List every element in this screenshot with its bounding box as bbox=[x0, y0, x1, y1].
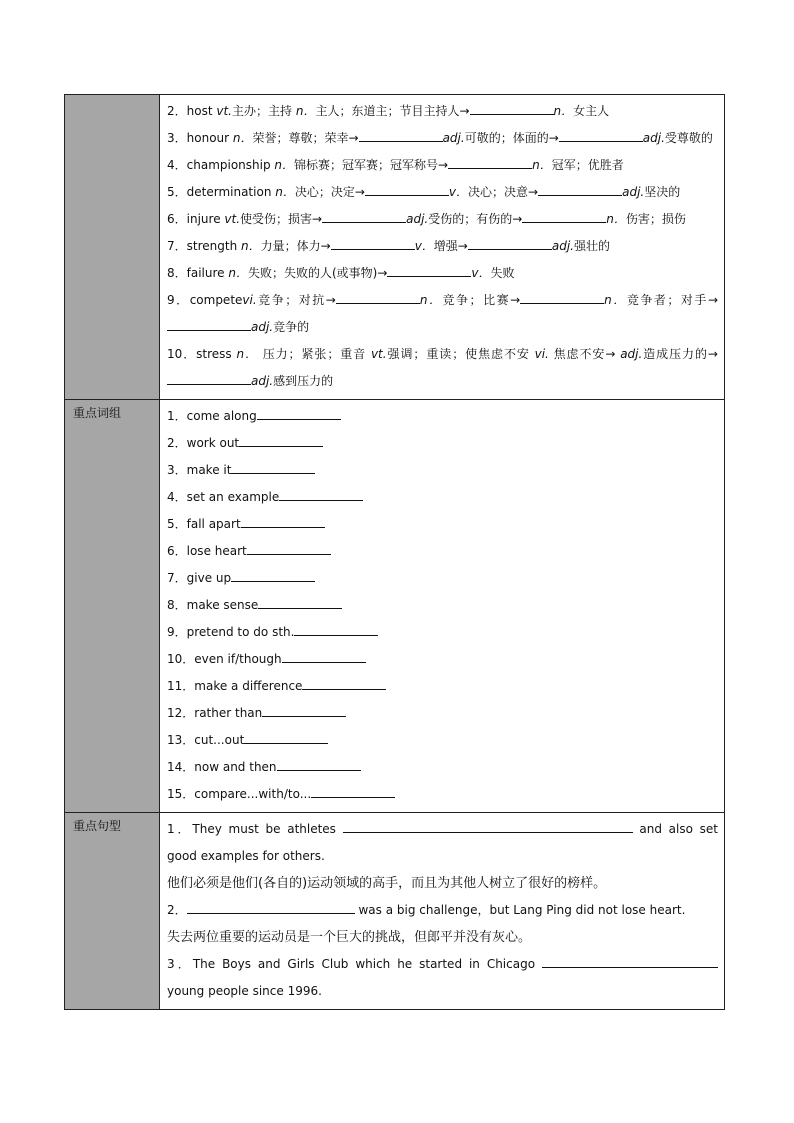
phrase-item: 8．make sense bbox=[167, 592, 718, 619]
answer-blank[interactable] bbox=[470, 102, 554, 115]
vocab-item-10: 10．stress n． 压力；紧张；重音 vt.强调；重读；使焦虑不安 vi. 焦虑不安→ adj.造成压力的→adj.感到压力的 bbox=[167, 347, 718, 388]
sentences-row bbox=[65, 813, 725, 1010]
answer-blank[interactable] bbox=[359, 129, 443, 142]
answer-blank[interactable] bbox=[468, 237, 552, 250]
phrase-item: 7．give up bbox=[167, 565, 718, 592]
answer-blank[interactable] bbox=[277, 758, 361, 771]
phrase-item: 12．rather than bbox=[167, 700, 718, 727]
vocab-item-4: 4．championship n．锦标赛；冠军赛；冠军称号→ n．冠军；优胜者 bbox=[167, 158, 624, 172]
phrase-item: 14．now and then bbox=[167, 754, 718, 781]
answer-blank[interactable] bbox=[279, 488, 363, 501]
answer-blank[interactable] bbox=[231, 461, 315, 474]
vocab-item-2: 2．host vt.主办；主持 n．主人；东道主；节目主持人→ n．女主人 bbox=[167, 104, 610, 118]
sentence-item-3: 3．The Boys and Girls Club which he started in Chicago young people since 1996. bbox=[167, 951, 718, 1005]
answer-blank[interactable] bbox=[167, 318, 251, 331]
answer-blank[interactable] bbox=[542, 955, 718, 968]
answer-blank[interactable] bbox=[247, 542, 331, 555]
answer-blank[interactable] bbox=[387, 264, 471, 277]
vocab-item-8: 8．failure n．失败；失败的人(或事物)→ v．失败 bbox=[167, 266, 515, 280]
answer-blank[interactable] bbox=[294, 623, 378, 636]
answer-blank[interactable] bbox=[343, 820, 633, 833]
phrase-item: 10．even if/though bbox=[167, 646, 718, 673]
answer-blank[interactable] bbox=[311, 785, 395, 798]
answer-blank[interactable] bbox=[336, 291, 420, 304]
answer-blank[interactable] bbox=[257, 407, 341, 420]
answer-blank[interactable] bbox=[241, 515, 325, 528]
answer-blank[interactable] bbox=[167, 372, 251, 385]
sentence-item-1: 1．They must be athletes and also set good examples for others. bbox=[167, 822, 718, 863]
answer-blank[interactable] bbox=[322, 210, 406, 223]
answer-blank[interactable] bbox=[331, 237, 415, 250]
vocab-item-7: 7．strength n．力量；体力→ v．增强→ adj.强壮的 bbox=[167, 239, 610, 253]
answer-blank[interactable] bbox=[520, 291, 604, 304]
phrases-row bbox=[65, 400, 725, 813]
sentences-section-label: 重点句型 bbox=[65, 813, 160, 1010]
phrase-item: 15．compare...with/to... bbox=[167, 781, 718, 808]
vocabulary-row bbox=[65, 95, 725, 400]
phrase-item: 9．pretend to do sth. bbox=[167, 619, 718, 646]
phrase-item: 5．fall apart bbox=[167, 511, 718, 538]
phrase-item: 6．lose heart bbox=[167, 538, 718, 565]
answer-blank[interactable] bbox=[239, 434, 323, 447]
vocab-item-9: 9．competevi.竞争；对抗→ n．竞争；比赛→ n．竞争者；对手→adj.竞争的 bbox=[167, 293, 718, 334]
vocab-item-3: 3．honour n．荣誉；尊敬；荣幸→ adj.可敬的；体面的→ adj.受尊敬的 bbox=[167, 131, 713, 145]
phrase-item: 2．work out bbox=[167, 430, 718, 457]
sentence-translation-1: 他们必须是他们(各自的)运动领域的高手，而且为其他人树立了很好的榜样。 bbox=[167, 876, 607, 891]
answer-blank[interactable] bbox=[365, 183, 449, 196]
vocabulary-side-cell bbox=[65, 95, 160, 400]
phrase-item: 13．cut...out bbox=[167, 727, 718, 754]
sentences-list bbox=[160, 813, 725, 1010]
answer-blank[interactable] bbox=[302, 677, 386, 690]
sentence-translation-2: 失去两位重要的运动员是一个巨大的挑战，但郎平并没有灰心。 bbox=[167, 930, 532, 945]
answer-blank[interactable] bbox=[448, 156, 532, 169]
phrase-item: 4．set an example bbox=[167, 484, 718, 511]
phrases-section-label: 重点词组 bbox=[65, 400, 160, 813]
answer-blank[interactable] bbox=[559, 129, 643, 142]
answer-blank[interactable] bbox=[538, 183, 622, 196]
answer-blank[interactable] bbox=[231, 569, 315, 582]
answer-blank[interactable] bbox=[244, 731, 328, 744]
answer-blank[interactable] bbox=[522, 210, 606, 223]
phrase-item: 11．make a difference bbox=[167, 673, 718, 700]
vocabulary-list bbox=[160, 95, 725, 400]
vocab-item-6: 6．injure vt.使受伤；损害→ adj.受伤的；有伤的→ n．伤害；损伤 bbox=[167, 212, 686, 226]
vocabulary-worksheet-table bbox=[64, 94, 725, 1010]
phrase-item: 3．make it bbox=[167, 457, 718, 484]
answer-blank[interactable] bbox=[262, 704, 346, 717]
sentence-item-2: 2． was a big challenge，but Lang Ping did not lose heart. bbox=[167, 903, 686, 917]
vocab-item-5: 5．determination n．决心；决定→ v．决心；决意→ adj.坚决的 bbox=[167, 185, 681, 199]
phrases-list bbox=[160, 400, 725, 813]
answer-blank[interactable] bbox=[282, 650, 366, 663]
answer-blank[interactable] bbox=[187, 901, 355, 914]
answer-blank[interactable] bbox=[258, 596, 342, 609]
phrase-item: 1．come along bbox=[167, 403, 718, 430]
